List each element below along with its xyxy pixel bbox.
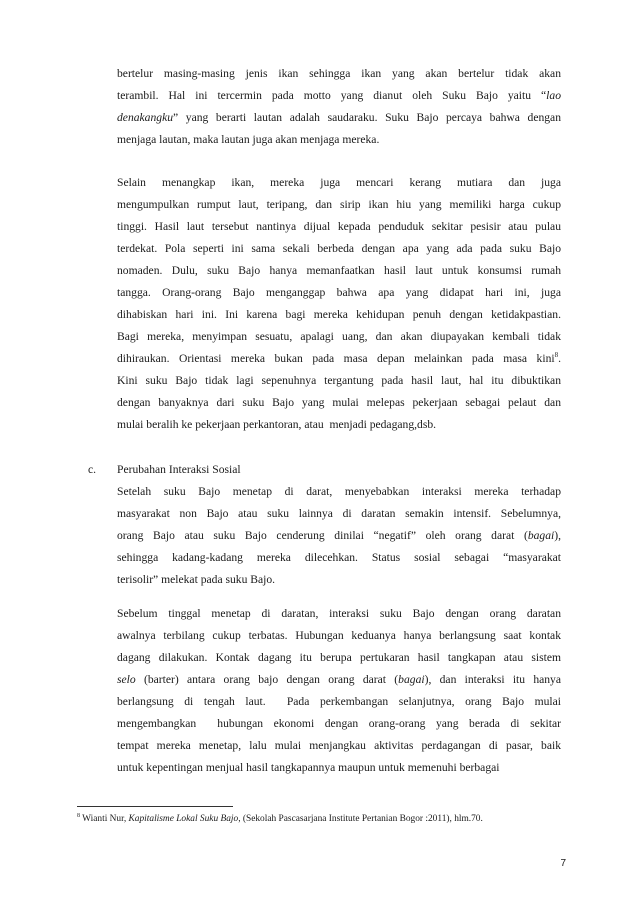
text-line xyxy=(117,392,561,414)
text-run: Sebelum tinggal menetap di daratan, interaksi suku Bajo dengan orang daratan xyxy=(117,607,561,620)
text-run: awalnya terbilang cukup terbatas. Hubungan keduanya hanya berlangsung saat kontak xyxy=(117,629,561,642)
text-run: orang Bajo atau suku Bajo cenderung dinilai “negatif” oleh orang darat ( xyxy=(117,529,528,542)
text-run: Selain menangkap ikan, mereka juga mencari kerang mutiara dan juga xyxy=(117,176,561,189)
text-run: Kini suku Bajo tidak lagi sepenuhnya tergantung pada hasil laut, hal itu dibuktikan xyxy=(117,374,561,387)
text-line xyxy=(117,129,561,151)
text-line xyxy=(117,603,561,625)
section-title: Perubahan Interaksi Sosial xyxy=(117,463,241,476)
text-run: Bagi mereka, menyimpan sesuatu, apalagi uang, dan akan diupayakan kembali tidak xyxy=(117,330,561,343)
text-line xyxy=(117,525,561,547)
text-line xyxy=(117,216,561,238)
text-run: terdekat. Pola seperti ini sama sekali berbeda dengan apa yang ada pada suku Bajo xyxy=(117,242,561,255)
text-run: nomaden. Dulu, suku Bajo hanya memanfaatkan hasil laut untuk konsumsi rumah xyxy=(117,264,561,277)
footnote-number: 8 xyxy=(77,812,80,819)
text-run: tangga. Orang-orang Bajo menganggap bahwa apa yang didapat hari ini, juga xyxy=(117,286,561,299)
text-run: menjaga lautan, maka lautan juga akan menjaga mereka. xyxy=(117,133,380,146)
text-run: ” yang berarti lautan adalah saudaraku. Suku Bajo percaya bahwa dengan xyxy=(173,111,561,124)
text-run: tempat mereka menetap, lalu mulai menjangkau aktivitas perdagangan di pasar, baik xyxy=(117,739,561,752)
text-line xyxy=(117,481,561,503)
text-line xyxy=(117,757,561,779)
text-line xyxy=(117,647,561,669)
italic-term: lao xyxy=(546,89,561,102)
text-line xyxy=(117,194,561,216)
text-run: bertelur masing-masing jenis ikan sehingga ikan yang akan bertelur tidak akan xyxy=(117,67,561,80)
text-line xyxy=(117,304,561,326)
text-line xyxy=(117,172,561,194)
text-line xyxy=(117,238,561,260)
text-run: dengan banyaknya dari suku Bajo yang mulai melepas pekerjaan sebagai pelaut dan xyxy=(117,396,561,409)
text-line xyxy=(117,569,561,591)
italic-term: denakangku xyxy=(117,111,174,124)
page-number: 7 xyxy=(560,858,566,869)
text-run: berlangsung di tengah laut. Pada perkembangan selanjutnya, orang Bajo mulai xyxy=(117,695,561,708)
text-line xyxy=(117,547,561,569)
section-marker: c. xyxy=(88,463,97,476)
text-run: Wianti Nur, xyxy=(80,814,129,824)
text-line xyxy=(117,691,561,713)
text-run: sehingga kadang-kadang mereka dilecehkan. Status sosial sebagai “masyarakat xyxy=(117,551,561,564)
text-line xyxy=(117,85,561,107)
text-line xyxy=(117,735,561,757)
text-run: tinggi. Hasil laut tersebut nantinya dijual kepada penduduk sekitar pesisir atau pulau xyxy=(117,220,561,233)
text-run: ), xyxy=(554,529,561,542)
section-heading xyxy=(88,459,241,481)
text-run: dihabiskan hari ini. Ini karena bagi mereka kehidupan penuh dengan ketidakpastian. xyxy=(117,308,561,321)
text-line xyxy=(117,625,561,647)
text-run: dihiraukan. Orientasi mereka bukan pada masa depan melainkan pada masa kini xyxy=(117,352,555,365)
text-line xyxy=(117,282,561,304)
text-line xyxy=(117,414,561,436)
text-run: terisolir” melekat pada suku Bajo. xyxy=(117,573,276,586)
text-line xyxy=(117,63,561,85)
text-run: ), dan interaksi itu hanya xyxy=(424,673,562,686)
text-line xyxy=(117,260,561,282)
text-line xyxy=(117,107,561,129)
footnote-reference: 8 xyxy=(554,351,559,360)
text-line xyxy=(117,713,561,735)
text-run: mengumpulkan rumput laut, teripang, dan sirip ikan hiu yang memiliki harga cukup xyxy=(117,198,561,211)
text-line xyxy=(117,370,561,392)
text-run: , (Sekolah Pascasarjana Institute Pertanian Bogor :2011), hlm.70. xyxy=(238,814,483,824)
text-line xyxy=(117,669,561,691)
italic-term: selo xyxy=(117,673,136,686)
text-run: terambil. Hal ini tercermin pada motto yang dianut oleh Suku Bajo yaitu “ xyxy=(117,89,547,102)
italic-term: bagai xyxy=(527,529,555,542)
text-line xyxy=(117,503,561,525)
text-run: masyarakat non Bajo atau suku lainnya di daratan semakin intensif. Sebelumnya, xyxy=(117,507,561,520)
text-line xyxy=(117,326,561,348)
text-run: (barter) antara orang bajo dengan orang darat ( xyxy=(135,673,399,686)
text-run: dagang dilakukan. Kontak dagang itu berupa pertukaran hasil tangkapan atau sistem xyxy=(117,651,561,664)
text-run: Setelah suku Bajo menetap di darat, menyebabkan interaksi mereka terhadap xyxy=(117,485,561,498)
italic-term: bagai xyxy=(398,673,425,686)
footnote xyxy=(77,812,483,826)
text-line xyxy=(117,348,561,370)
text-run: mengembangkan hubungan ekonomi dengan orang-orang yang berada di sekitar xyxy=(117,717,561,730)
footnote-rule xyxy=(77,806,233,807)
italic-term: Kapitalisme Lokal Suku Bajo xyxy=(128,814,239,824)
text-run: . xyxy=(558,352,561,365)
text-run: untuk kepentingan menjual hasil tangkapannya maupun untuk memenuhi berbagai xyxy=(117,761,500,774)
text-run: mulai beralih ke pekerjaan perkantoran, atau menjadi pedagang,dsb. xyxy=(117,418,437,431)
